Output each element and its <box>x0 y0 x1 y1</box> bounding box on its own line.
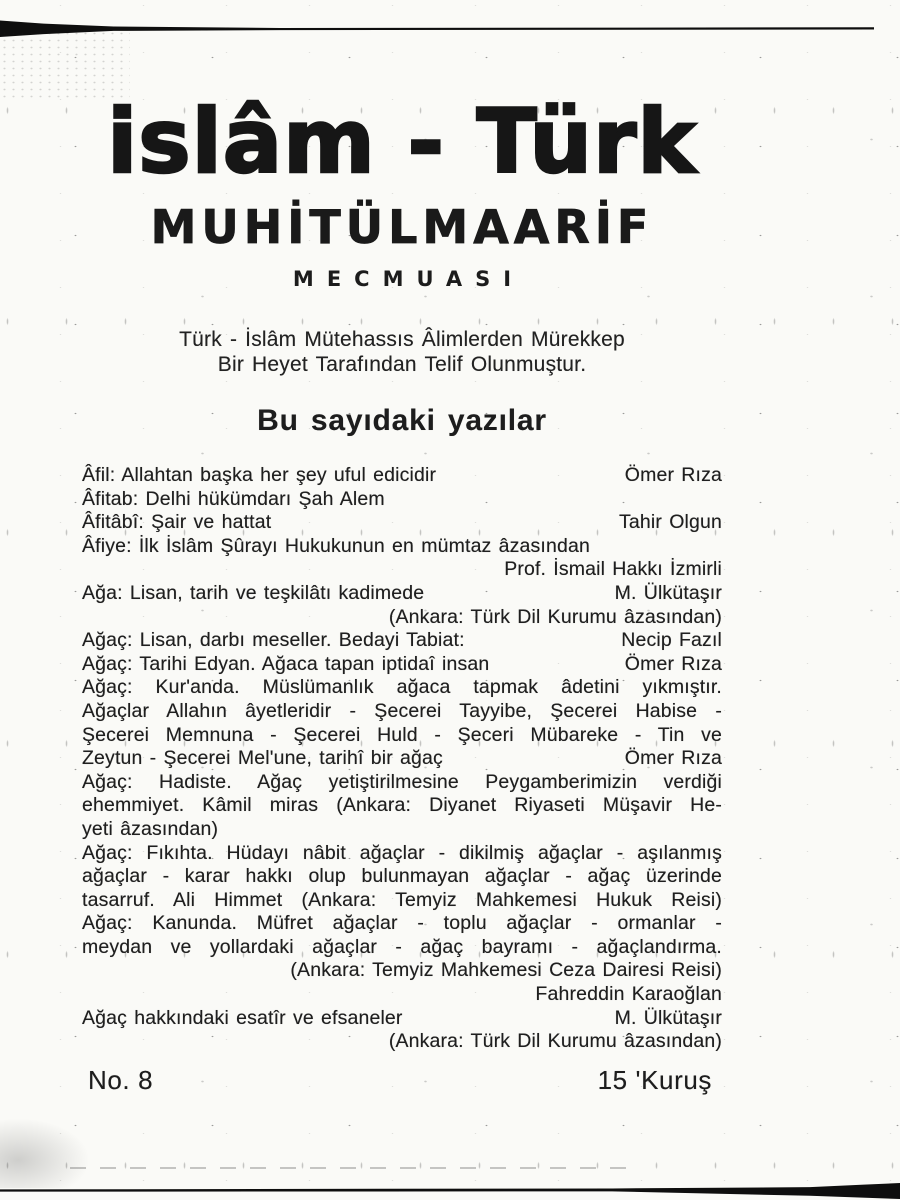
byline-line1: Türk - İslâm Mütehassıs Âlimlerden Mürekkep <box>179 328 625 351</box>
scan-edge-artifact-bottom <box>0 1183 900 1199</box>
toc-list <box>82 464 722 1054</box>
toc-entry-author: Ömer Rıza <box>624 747 722 770</box>
toc-line <box>82 842 722 866</box>
toc-entry-author: Tahir Olgun <box>619 511 722 534</box>
toc-entry-text: Ağa: Lisan, tarih ve teşkilâtı kadimede <box>82 581 425 604</box>
toc-line <box>82 1007 722 1031</box>
toc-line <box>82 936 722 960</box>
magazine-subtitle: MUHİTÜLMAARİF <box>150 200 654 254</box>
toc-entry-author: Ömer Rıza <box>624 464 722 486</box>
toc-entry-text: Ağaç hakkındaki esatîr ve efsaneler <box>82 1006 403 1029</box>
toc-entry-text: Ağaç: Kur'anda. Müslümanlık ağaca tapmak âdetini yıkmıştır. <box>82 676 722 699</box>
toc-entry-text: Şecerei Memnuna - Şecerei Huld - Şeceri Mübareke - Tin ve <box>82 723 722 746</box>
footer <box>82 1065 722 1096</box>
toc-entry-text: Ağaç: Lisan, darbı meseller. Bedayi Tabiat: <box>82 629 465 652</box>
toc-entry-text: tasarruf. Ali Himmet (Ankara: Temyiz Mahkemesi Hukuk Reisi) <box>82 888 722 911</box>
toc-entry-text: Ağaç: Tarihi Edyan. Ağaca tapan iptidaî insan <box>82 652 490 675</box>
masthead <box>82 0 722 291</box>
toc-line <box>82 771 722 795</box>
magazine-series-label: MECMUASI <box>292 267 525 291</box>
scan-dashed-artifact-bottom <box>70 1167 630 1169</box>
toc-entry-author: M. Ülkütaşır <box>614 581 722 604</box>
toc-entry-text: Prof. İsmail Hakkı İzmirli <box>504 558 722 581</box>
toc-entry-text: Fahreddin Karaoğlan <box>535 983 722 1006</box>
toc-line <box>82 865 722 889</box>
toc-entry-text: Âfitab: Delhi hükümdarı Şah Alem <box>82 487 385 510</box>
toc-line <box>82 983 722 1007</box>
toc-entry-text: Âfil: Allahtan başka her şey uful edicidir <box>82 464 437 486</box>
toc-line <box>82 535 722 559</box>
issue-number: No. 8 <box>88 1064 154 1095</box>
toc-entry-text: Ağaçlar Allahın âyetleridir - Şecerei Tayyibe, Şecerei Habise - <box>82 699 722 722</box>
toc-line <box>82 889 722 913</box>
toc-entry-text: yeti âzasından) <box>82 817 219 840</box>
toc-line <box>82 959 722 983</box>
toc-line <box>82 653 722 677</box>
toc-line <box>82 818 722 842</box>
toc-entry-author: Ömer Rıza <box>624 652 722 675</box>
price-label: 15 'Kuruş <box>597 1064 712 1095</box>
byline-line2: Bir Heyet Tarafından Telif Olunmuştur. <box>217 353 587 376</box>
toc-line <box>82 747 722 771</box>
toc-entry-text: Zeytun - Şecerei Mel'une, tarihî bir ağaç <box>82 747 443 770</box>
toc-entry-text: (Ankara: Türk Dil Kurumu âzasından) <box>388 1030 722 1053</box>
toc-entry-text: ehemmiyet. Kâmil miras (Ankara: Diyanet Riyaseti Müşavir He- <box>82 794 722 817</box>
toc-entry-author: M. Ülkütaşır <box>614 1006 722 1029</box>
toc-entry-text: ağaçlar - karar hakkı olup bulunmayan ağaçlar - ağaç üzerinde <box>82 865 722 888</box>
toc-line <box>82 464 722 488</box>
toc-entry-text: Âfitâbî: Şair ve hattat <box>82 511 272 534</box>
toc-entry-text: Âfiye: İlk İslâm Şûrayı Hukukunun en mümtaz âzasından <box>82 534 590 557</box>
toc-line <box>82 676 722 700</box>
toc-entry-text: (Ankara: Türk Dil Kurumu âzasından) <box>388 605 722 628</box>
toc-entry-text: meydan ve yollardaki ağaçlar - ağaç bayramı - ağaçlandırma. <box>82 935 722 958</box>
toc-entry-text: Ağaç: Fıkıhta. Hüdayı nâbit ağaçlar - dikilmiş ağaçlar - aşılanmış <box>82 841 722 864</box>
toc-entry-text: (Ankara: Temyiz Mahkemesi Ceza Dairesi Reisi) <box>290 959 722 982</box>
toc-line <box>82 700 722 724</box>
toc-line <box>82 606 722 630</box>
byline <box>82 327 722 377</box>
toc-entry-text: Ağaç: Kanunda. Müfret ağaçlar - toplu ağaçlar - ormanlar - <box>82 912 722 935</box>
toc-entry-text: Ağaç: Hadiste. Ağaç yetiştirilmesine Peygamberimizin verdiği <box>82 770 722 793</box>
toc-line <box>82 912 722 936</box>
magazine-title: islâm - Türk <box>107 90 697 193</box>
toc-line <box>82 511 722 535</box>
toc-line <box>82 582 722 606</box>
toc-line <box>82 558 722 582</box>
toc-line <box>82 488 722 512</box>
toc-line <box>82 629 722 653</box>
toc-entry-author: Necip Fazıl <box>621 629 722 652</box>
scan-smudge-bottom-left <box>0 1118 90 1188</box>
toc-line <box>82 724 722 748</box>
section-heading: Bu sayıdaki yazılar <box>257 404 547 437</box>
toc-line <box>82 1030 722 1054</box>
page-content <box>82 0 722 1096</box>
toc-line <box>82 794 722 818</box>
